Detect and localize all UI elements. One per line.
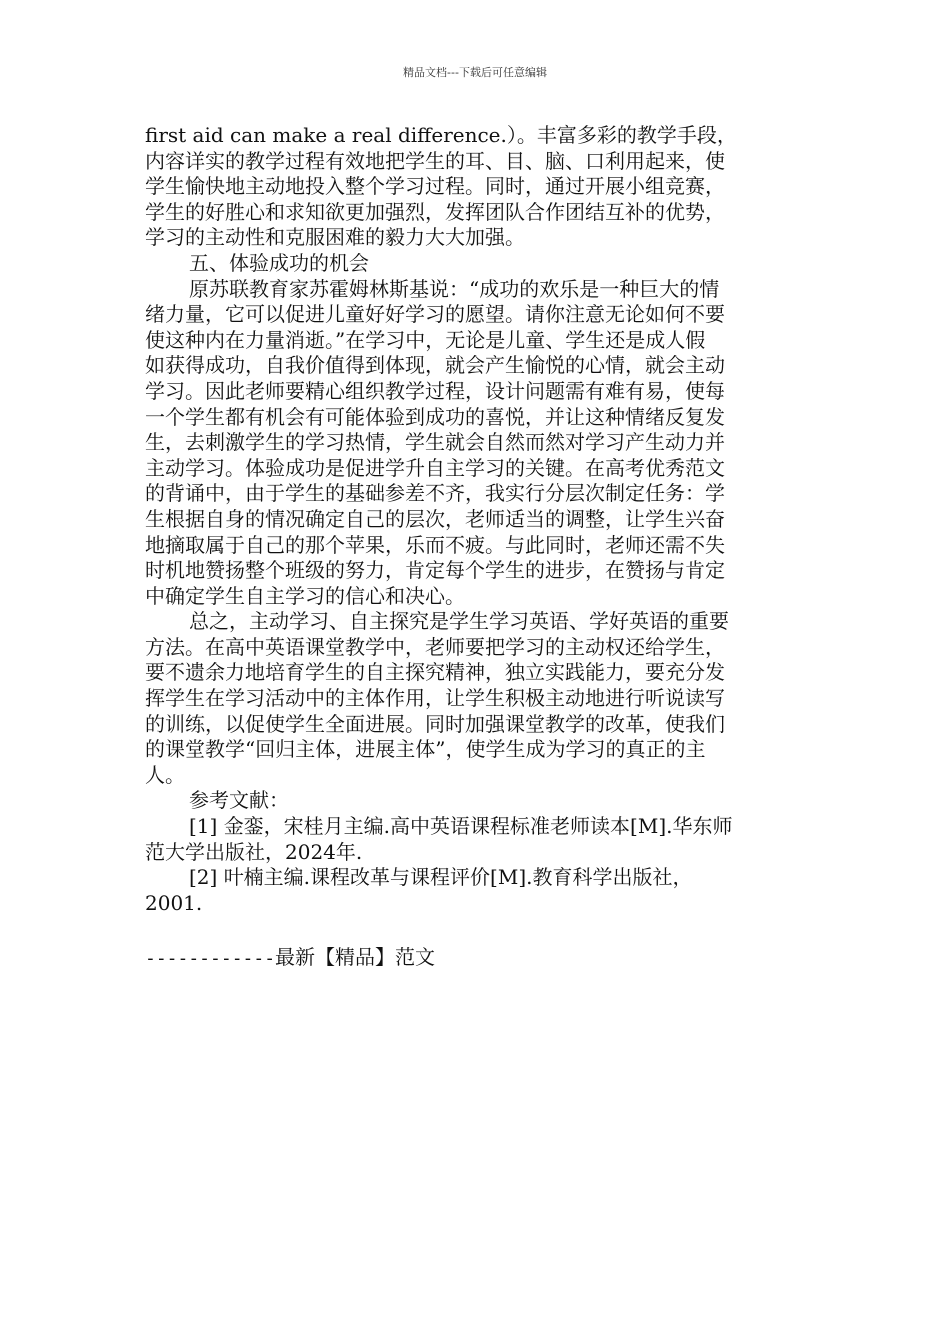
text-line: 中确定学生自主学习的信心和决心。 [145, 583, 465, 608]
text-line: 使这种内在力量消逝。”在学习中，无论是儿童、学生还是成人假 [145, 327, 706, 352]
text-line: 原苏联教育家苏霍姆林斯基说：“成功的欢乐是一种巨大的情 [189, 276, 720, 301]
paragraph-conclusion [145, 609, 810, 788]
text-line: [2] 叶楠主编.课程改革与课程评价[M].教育科学出版社， [189, 865, 693, 890]
reference-item [145, 865, 810, 916]
text-line: 范大学出版社，2024年. [145, 839, 363, 864]
text-line: 学生愉快地主动地投入整个学习过程。同时，通过开展小组竞赛， [145, 174, 725, 199]
footer-text: 最新【精品】范文 [275, 945, 436, 969]
text-line: 如获得成功，自我价值得到体现，就会产生愉悦的心情，就会主动 [145, 353, 725, 378]
reference-item [145, 814, 810, 865]
text-line: 学生的好胜心和求知欲更加强烈，发挥团队合作团结互补的优势， [145, 199, 725, 224]
text-line: 的课堂教学“回归主体，进展主体”，使学生成为学习的真正的主 [145, 737, 706, 762]
text-line: 人。 [145, 762, 185, 787]
document-body [145, 123, 810, 916]
page-header: 精品文档---下载后可任意编辑 [403, 66, 547, 79]
text-line: 生，去刺激学生的学习热情，学生就会自然而然对学习产生动力并 [145, 430, 725, 455]
text-line: 地摘取属于自己的那个苹果，乐而不疲。与此同时，老师还需不失 [145, 532, 725, 557]
text-line: 学习的主动性和克服困难的毅力大大加强。 [145, 225, 525, 250]
text-line: 2001. [145, 890, 203, 915]
text-line: [1] 金銮，宋桂月主编.高中英语课程标准老师读本[M].华东师 [189, 814, 733, 839]
text-line: 方法。在高中英语课堂教学中，老师要把学习的主动权还给学生， [145, 634, 725, 659]
text-line: 要不遗余力地培育学生的自主探究精神，独立实践能力，要充分发 [145, 660, 725, 685]
page-footer [145, 944, 435, 972]
paragraph-success [145, 277, 810, 610]
text-line: 的背诵中，由于学生的基础参差不齐，我实行分层次制定任务：学 [145, 481, 725, 506]
footer-dashes: ------------ [145, 948, 276, 969]
text-line: 的训练，以促使学生全面进展。同时加强课堂教学的改革，使我们 [145, 711, 725, 736]
text-line: 总之，主动学习、自主探究是学生学习英语、学好英语的重要 [189, 609, 729, 634]
references-title: 参考文献： [189, 788, 289, 813]
text-line: 一个学生都有机会有可能体验到成功的喜悦，并让这种情绪反复发 [145, 404, 725, 429]
text-line: 时机地赞扬整个班级的努力，肯定每个学生的进步，在赞扬与肯定 [145, 558, 725, 583]
text-line: 生根据自身的情况确定自己的层次，老师适当的调整，让学生兴奋 [145, 506, 725, 531]
paragraph-continuation [145, 123, 810, 251]
section-heading: 五、体验成功的机会 [189, 250, 369, 275]
text-line: first aid can make a real difference.）。丰富多彩的教学手段， [145, 123, 737, 147]
text-line: 绪力量，它可以促进儿童好好学习的愿望。请你注意无论如何不要 [145, 302, 725, 327]
text-line: 挥学生在学习活动中的主体作用，让学生积极主动地进行听说读写 [145, 686, 725, 711]
text-line: 主动学习。体验成功是促进学升自主学习的关键。在高考优秀范文 [145, 455, 725, 480]
text-line: 学习。因此老师要精心组织教学过程，设计问题需有难有易，使每 [145, 378, 725, 403]
text-line: 内容详实的教学过程有效地把学生的耳、目、脑、口利用起来，使 [145, 148, 725, 173]
